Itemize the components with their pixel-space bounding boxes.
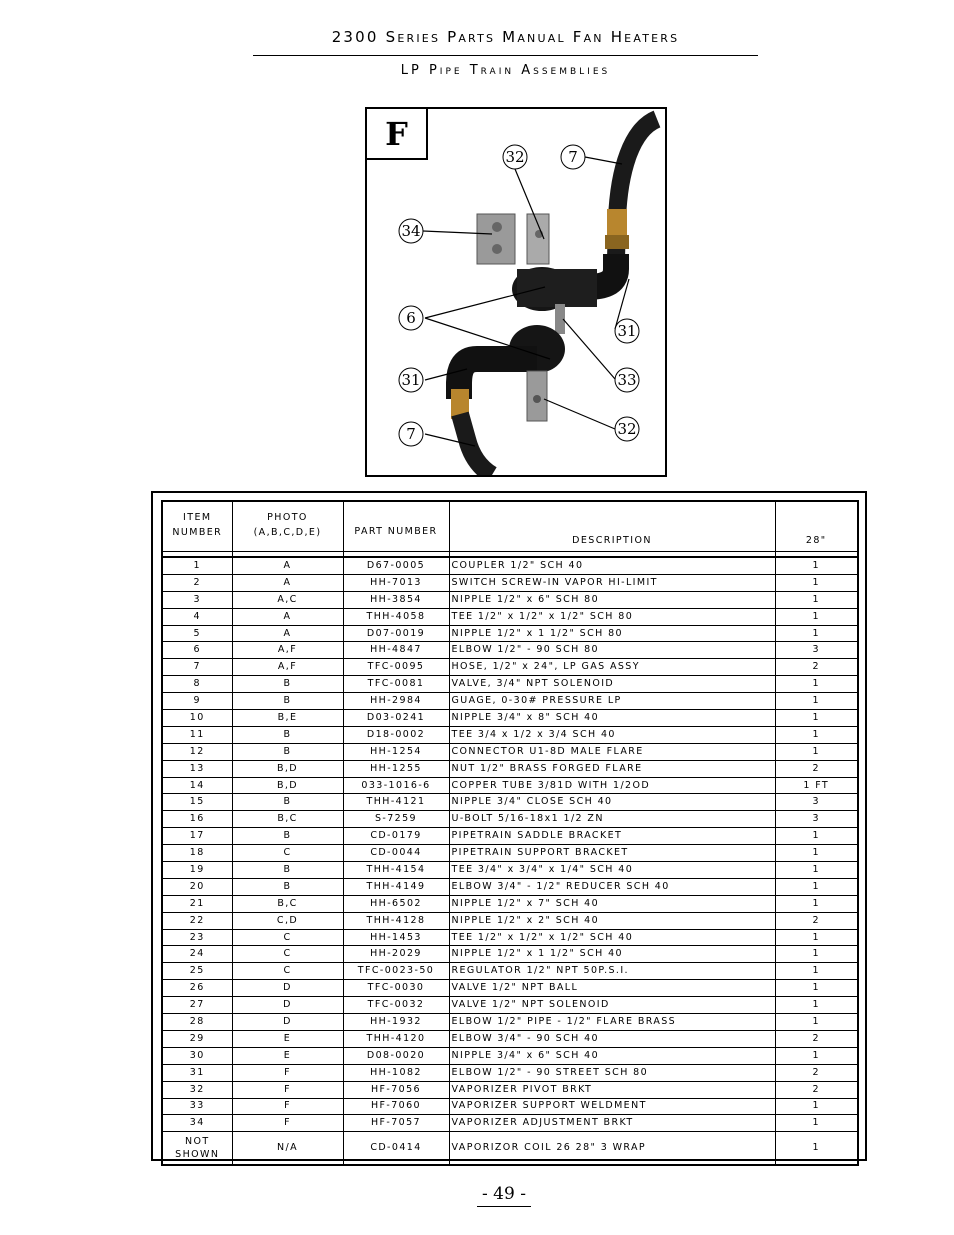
photo-cell: E [232,1030,343,1047]
qty-cell: 1 [775,878,858,895]
table-row [162,1081,858,1098]
page-number-rule [477,1206,531,1207]
callout-label: 34 [401,222,421,240]
photo-cell: B [232,878,343,895]
photo-cell: C,D [232,912,343,929]
qty-cell: 1 [775,980,858,997]
item-cell: 27 [162,997,232,1014]
description-cell: VAPORIZER ADJUSTMENT BRKT [449,1115,775,1132]
table-row [162,574,858,591]
callout-label: 33 [617,371,637,389]
table-row [162,895,858,912]
callout-label: 7 [406,425,416,443]
photo-cell: B,D [232,777,343,794]
table-row [162,760,858,777]
item-cell: 26 [162,980,232,997]
callout-label: 32 [617,420,637,438]
item-cell: 24 [162,946,232,963]
part-number-cell: HH-1082 [343,1064,449,1081]
qty-cell: 1 [775,574,858,591]
part-number-cell: HH-1255 [343,760,449,777]
description-cell: NIPPLE 1/2" x 1 1/2" SCH 80 [449,625,775,642]
description-cell: ELBOW 1/2" - 90 SCH 80 [449,642,775,659]
description-cell: VAPORIZER SUPPORT WELDMENT [449,1098,775,1115]
photo-cell: E [232,1047,343,1064]
page-subtitle: LP Pipe Train Assemblies [400,63,611,78]
qty-cell: 1 [775,625,858,642]
brass-fitting-top-nut [605,235,629,249]
table-row [162,845,858,862]
table-row [162,777,858,794]
item-cell: 23 [162,929,232,946]
part-number-cell: D18-0002 [343,726,449,743]
photo-cell: D [232,997,343,1014]
description-cell: NIPPLE 3/4" x 8" SCH 40 [449,710,775,727]
table-row [162,878,858,895]
table-row [162,1014,858,1031]
qty-cell: 2 [775,1064,858,1081]
table-row [162,557,858,574]
photo-cell: B,D [232,760,343,777]
part-number-cell: 033-1016-6 [343,777,449,794]
parts-table [161,500,859,1166]
item-cell: 31 [162,1064,232,1081]
item-line2: SHOWN [175,1149,220,1161]
part-number-cell: THH-4154 [343,862,449,879]
qty-cell: 1 [775,1014,858,1031]
header-item [162,501,232,552]
header-photo-line1: PHOTO [267,512,308,523]
qty-cell: 1 [775,828,858,845]
item-cell: 16 [162,811,232,828]
table-row [162,1064,858,1081]
description-cell: COPPER TUBE 3/81D WITH 1/2OD [449,777,775,794]
description-cell: REGULATOR 1/2" NPT 50P.S.I. [449,963,775,980]
description-cell: TEE 1/2" x 1/2" x 1/2" SCH 80 [449,608,775,625]
qty-cell: 1 [775,929,858,946]
qty-cell: 2 [775,1030,858,1047]
part-number-cell: HF-7057 [343,1115,449,1132]
item-cell: 1 [162,557,232,574]
photo-cell: A [232,574,343,591]
table-row [162,794,858,811]
part-number-cell: HH-6502 [343,895,449,912]
photo-cell: C [232,963,343,980]
photo-cell: F [232,1098,343,1115]
callout-label: 31 [617,322,637,340]
table-row [162,963,858,980]
table-row [162,1030,858,1047]
description-cell: VAPORIZER PIVOT BRKT [449,1081,775,1098]
photo-cell: D [232,1014,343,1031]
photo-cell: F [232,1064,343,1081]
description-cell: PIPETRAIN SADDLE BRACKET [449,828,775,845]
part-number-cell: THH-4058 [343,608,449,625]
item-cell: 2 [162,574,232,591]
table-header-row [162,501,858,552]
part-number-cell: THH-4128 [343,912,449,929]
table-row [162,946,858,963]
qty-cell: 2 [775,1081,858,1098]
item-cell: 7 [162,659,232,676]
part-number-cell: HH-2029 [343,946,449,963]
part-number-cell: THH-4149 [343,878,449,895]
item-cell: 29 [162,1030,232,1047]
description-cell: TEE 3/4" x 3/4" x 1/4" SCH 40 [449,862,775,879]
description-cell: VALVE 1/2" NPT BALL [449,980,775,997]
header-qty: 28" [775,501,858,552]
item-cell: 33 [162,1098,232,1115]
table-row [162,811,858,828]
item-cell: 15 [162,794,232,811]
qty-cell: 1 FT [775,777,858,794]
item-cell: 4 [162,608,232,625]
part-number-cell: THH-4120 [343,1030,449,1047]
description-cell: ELBOW 3/4" - 90 SCH 40 [449,1030,775,1047]
photo-cell: B [232,794,343,811]
item-line1: NOT [184,1136,210,1148]
table-row [162,1115,858,1132]
description-cell: ELBOW 1/2" - 90 STREET SCH 80 [449,1064,775,1081]
part-number-cell: HH-1254 [343,743,449,760]
part-number-cell: CD-0414 [343,1132,449,1166]
part-number-cell: TFC-0032 [343,997,449,1014]
qty-cell: 1 [775,710,858,727]
table-row [162,659,858,676]
header-item-line2: NUMBER [172,527,223,538]
photo-cell: B [232,676,343,693]
photo-cell: D [232,980,343,997]
header-photo [232,501,343,552]
item-cell: 3 [162,591,232,608]
part-number-cell: D67-0005 [343,557,449,574]
photo-cell: B,C [232,811,343,828]
item-cell: 34 [162,1115,232,1132]
pipe-train-photo [367,109,665,475]
title-divider [253,55,758,56]
qty-cell: 1 [775,743,858,760]
qty-cell: 1 [775,1047,858,1064]
item-cell: 12 [162,743,232,760]
description-cell: VALVE, 3/4" NPT SOLENOID [449,676,775,693]
item-cell: 32 [162,1081,232,1098]
item-cell: 19 [162,862,232,879]
description-cell: TEE 3/4 x 1/2 x 3/4 SCH 40 [449,726,775,743]
item-cell: 20 [162,878,232,895]
table-row [162,980,858,997]
bolt [492,244,502,254]
qty-cell: 1 [775,963,858,980]
part-number-cell: HH-7013 [343,574,449,591]
item-cell: 22 [162,912,232,929]
bracket-32-top [527,214,549,264]
part-number-cell: D07-0019 [343,625,449,642]
description-cell: NIPPLE 1/2" x 7" SCH 40 [449,895,775,912]
item-cell: 30 [162,1047,232,1064]
photo-cell: F [232,1081,343,1098]
table-row [162,1098,858,1115]
table-row [162,642,858,659]
item-cell: 25 [162,963,232,980]
description-cell: NIPPLE 1/2" x 6" SCH 80 [449,591,775,608]
part-number-cell: TFC-0030 [343,980,449,997]
description-cell: PIPETRAIN SUPPORT BRACKET [449,845,775,862]
qty-cell: 1 [775,946,858,963]
photo-letter: F [367,109,428,160]
qty-cell: 1 [775,895,858,912]
part-number-cell: HH-1932 [343,1014,449,1031]
item-cell: 6 [162,642,232,659]
table-row [162,912,858,929]
description-cell: U-BOLT 5/16-18x1 1/2 ZN [449,811,775,828]
photo-cell: C [232,845,343,862]
table-row [162,676,858,693]
table-row [162,862,858,879]
part-number-cell: TFC-0095 [343,659,449,676]
table-row [162,828,858,845]
item-cell: 5 [162,625,232,642]
description-cell: NIPPLE 1/2" x 2" SCH 40 [449,912,775,929]
part-number-cell: HH-4847 [343,642,449,659]
table-row-not-shown [162,1132,858,1166]
photo-cell: A [232,557,343,574]
table-row [162,591,858,608]
description-cell: NIPPLE 1/2" x 1 1/2" SCH 40 [449,946,775,963]
item-cell: 8 [162,676,232,693]
description-cell: NIPPLE 3/4" CLOSE SCH 40 [449,794,775,811]
table-row [162,608,858,625]
photo-cell: C [232,946,343,963]
photo-cell: C [232,929,343,946]
qty-cell: 3 [775,811,858,828]
description-cell: NIPPLE 3/4" x 6" SCH 40 [449,1047,775,1064]
table-row [162,1047,858,1064]
description-cell: TEE 1/2" x 1/2" x 1/2" SCH 40 [449,929,775,946]
photo-cell: B,C [232,895,343,912]
photo-cell: F [232,1115,343,1132]
item-cell: 11 [162,726,232,743]
photo-cell: N/A [232,1132,343,1166]
qty-cell: 2 [775,659,858,676]
photo-cell: B [232,828,343,845]
qty-cell: 1 [775,862,858,879]
photo-cell: B [232,743,343,760]
part-number-cell: CD-0179 [343,828,449,845]
elbow-left [459,359,537,399]
part-number-cell: HH-3854 [343,591,449,608]
part-number-cell: TFC-0081 [343,676,449,693]
header-photo-line2: (A,B,C,D,E) [253,527,322,538]
bracket-34 [477,214,515,264]
qty-cell: 3 [775,642,858,659]
page-number: - 49 - [482,1184,526,1204]
item-cell: 28 [162,1014,232,1031]
qty-cell: 3 [775,794,858,811]
part-number-cell: HF-7056 [343,1081,449,1098]
qty-cell: 2 [775,760,858,777]
item-cell [162,1132,232,1166]
photo-panel [365,107,667,477]
page-title: 2300 Series Parts Manual Fan Heaters [331,28,680,46]
photo-cell: B [232,726,343,743]
qty-cell: 1 [775,676,858,693]
header-item-line1: ITEM [183,512,212,523]
qty-cell: 1 [775,1098,858,1115]
callout-label: 32 [505,148,525,166]
header-description: DESCRIPTION [449,501,775,552]
part-number-cell: HF-7060 [343,1098,449,1115]
part-number-cell: THH-4121 [343,794,449,811]
pipe-upper [517,269,597,307]
description-cell: VALVE 1/2" NPT SOLENOID [449,997,775,1014]
photo-cell: B,E [232,710,343,727]
item-cell: 21 [162,895,232,912]
callout-label: 6 [406,309,416,327]
photo-cell: A [232,625,343,642]
bolt [492,222,502,232]
item-cell: 17 [162,828,232,845]
qty-cell: 1 [775,557,858,574]
qty-cell: 1 [775,1115,858,1132]
table-row [162,929,858,946]
description-cell: GUAGE, 0-30# PRESSURE LP [449,693,775,710]
hose-bottom [460,414,492,475]
qty-cell: 1 [775,845,858,862]
table-row [162,743,858,760]
table-row [162,693,858,710]
table-row [162,726,858,743]
photo-cell: B [232,693,343,710]
header-part-number: PART NUMBER [343,501,449,552]
part-number-cell: CD-0044 [343,845,449,862]
description-cell: NUT 1/2" BRASS FORGED FLARE [449,760,775,777]
description-cell: COUPLER 1/2" SCH 40 [449,557,775,574]
part-number-cell: D08-0020 [343,1047,449,1064]
photo-cell: A,F [232,659,343,676]
photo-cell: A [232,608,343,625]
part-number-cell: D03-0241 [343,710,449,727]
description-cell: CONNECTOR U1-8D MALE FLARE [449,743,775,760]
qty-cell: 1 [775,997,858,1014]
brass-fitting-top [607,209,627,239]
part-number-cell: HH-1453 [343,929,449,946]
qty-cell: 2 [775,912,858,929]
description-cell: ELBOW 3/4" - 1/2" REDUCER SCH 40 [449,878,775,895]
qty-cell: 1 [775,693,858,710]
description-cell: VAPORIZOR COIL 26 28" 3 WRAP [449,1132,775,1166]
item-cell: 10 [162,710,232,727]
table-row [162,625,858,642]
item-cell: 13 [162,760,232,777]
part-number-cell: S-7259 [343,811,449,828]
description-cell: SWITCH SCREW-IN VAPOR HI-LIMIT [449,574,775,591]
callout-label: 31 [401,371,421,389]
description-cell: ELBOW 1/2" PIPE - 1/2" FLARE BRASS [449,1014,775,1031]
photo-cell: B [232,862,343,879]
part-number-cell: HH-2984 [343,693,449,710]
qty-cell: 1 [775,726,858,743]
item-cell: 14 [162,777,232,794]
table-row [162,997,858,1014]
qty-cell: 1 [775,608,858,625]
qty-cell: 1 [775,591,858,608]
part-number-cell: TFC-0023-50 [343,963,449,980]
description-cell: HOSE, 1/2" x 24", LP GAS ASSY [449,659,775,676]
bolt [533,395,541,403]
qty-cell: 1 [775,1132,858,1166]
photo-cell: A,F [232,642,343,659]
item-cell: 9 [162,693,232,710]
callout-label: 7 [568,148,578,166]
table-row [162,710,858,727]
photo-cell: A,C [232,591,343,608]
item-cell: 18 [162,845,232,862]
